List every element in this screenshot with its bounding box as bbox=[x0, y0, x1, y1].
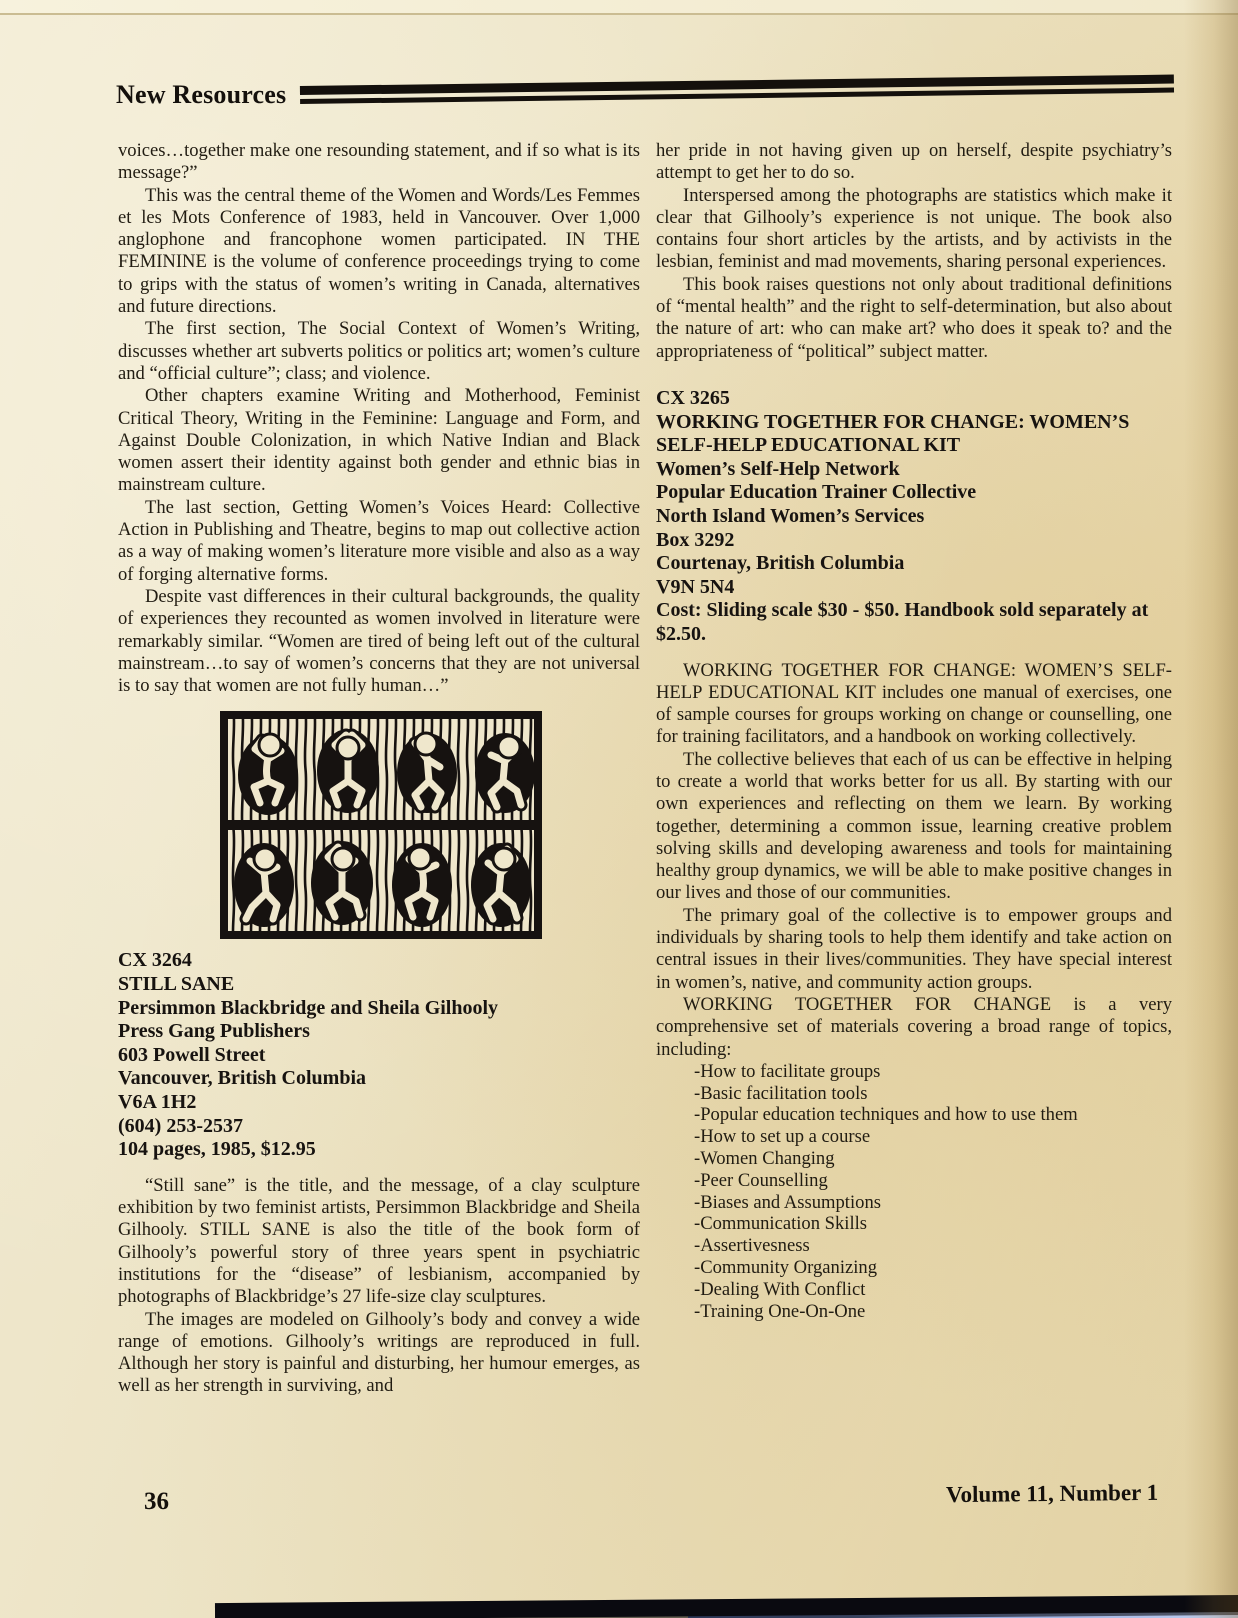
right-column bbox=[656, 140, 1172, 1398]
listing-phone: (604) 253-2537 bbox=[118, 1114, 243, 1137]
listing-postal-code: V9N 5N4 bbox=[656, 575, 735, 598]
topic-item: -Training One-On-One bbox=[694, 1300, 866, 1322]
topics-list bbox=[656, 1061, 1172, 1323]
paragraph: The primary goal of the collective is to empower groups and individuals by sharing tools to help them identify and take action on central issues in their lives/communities. They have special interest in women’s, native, and community action groups. bbox=[656, 904, 1172, 993]
left-column bbox=[118, 140, 640, 1398]
topic-item: -Women Changing bbox=[694, 1148, 835, 1170]
listing-city: Courtenay, British Columbia bbox=[656, 552, 905, 575]
topic-item: -How to set up a course bbox=[694, 1126, 871, 1148]
page-right-edge bbox=[1184, 0, 1238, 1618]
listing-code: CX 3265 bbox=[656, 386, 730, 409]
paragraph: The collective believes that each of us can be effective in helping to create a world that works better for us all. By starting with our own experiences and reflecting on them we learn. By working together, determining a common issue, learning creative problem solving skills and developing awareness and tools for maintaining healthy group dynamics, we will be able to make positive changes in our lives and those of our communities. bbox=[656, 748, 1172, 904]
listing-title: WORKING TOGETHER FOR CHANGE: WOMEN’S SELF-HELP EDUCATIONAL KIT bbox=[656, 410, 1130, 457]
listing-org-3: North Island Women’s Services bbox=[656, 504, 925, 527]
topic-item: -Peer Counselling bbox=[694, 1169, 828, 1191]
listing-city: Vancouver, British Columbia bbox=[118, 1067, 367, 1090]
listing-code: CX 3264 bbox=[118, 949, 192, 972]
listing-authors: Persimmon Blackbridge and Sheila Gilhooly bbox=[118, 996, 499, 1019]
topic-item: -Communication Skills bbox=[694, 1213, 868, 1235]
listing-postal-code: V6A 1H2 bbox=[118, 1090, 197, 1113]
section-header bbox=[116, 80, 1174, 110]
paragraph: WORKING TOGETHER FOR CHANGE is a very comprehensive set of materials covering a broad range of topics, including: bbox=[656, 993, 1172, 1060]
still-sane-woodcut-illustration bbox=[220, 711, 542, 939]
listing-title: STILL SANE bbox=[118, 973, 235, 996]
topic-item: -Community Organizing bbox=[694, 1257, 877, 1279]
listing-street: 603 Powell Street bbox=[118, 1043, 266, 1066]
topic-item: -Popular education techniques and how to use them bbox=[694, 1104, 1078, 1126]
listing-cost: Cost: Sliding scale $30 - $50. Handbook sold separately at $2.50. bbox=[656, 599, 1149, 645]
paragraph: “Still sane” is the title, and the message, of a clay sculpture exhibition by two feminist artists, Persimmon Blackbridge and Sheila Gilhooly. STILL SANE is also the title of the book form of Gilhooly’s powerful story of three years spent in psychiatric institutions for the “disease” of lesbianism, accompanied by photographs of Blackbridge’s 27 life-size clay sculptures. bbox=[118, 1174, 640, 1308]
paragraph: WORKING TOGETHER FOR CHANGE: WOMEN’S SELF-HELP EDUCATIONAL KIT includes one manual of exercises, one of sample courses for groups working on change or counselling, one for training facilitators, and a handbook on working collectively. bbox=[656, 659, 1172, 748]
paragraph: The first section, The Social Context of Women’s Writing, discusses whether art subverts politics or politics art; women’s culture and “official culture”; class; and violence. bbox=[118, 318, 640, 384]
listing-box: Box 3292 bbox=[656, 528, 735, 551]
paragraph: voices…together make one resounding statement, and if so what is its message?” bbox=[118, 140, 640, 184]
listing-details: 104 pages, 1985, $12.95 bbox=[118, 1138, 316, 1161]
listing-org-1: Women’s Self-Help Network bbox=[656, 457, 900, 480]
section-title: New Resources bbox=[116, 80, 287, 109]
page-top-edge bbox=[0, 0, 1238, 15]
two-column-body bbox=[118, 140, 1172, 1398]
paragraph: The last section, Getting Women’s Voices Heard: Collective Action in Publishing and Theatre, begins to map out collective action as a way of making women’s literature more visible and also as a way of forging alternative forms. bbox=[118, 496, 640, 585]
paragraph: Other chapters examine Writing and Motherhood, Feminist Critical Theory, Writing in the Feminine: Language and Form, and Against Double Colonization, in which Native Indian and Black women assert their identity against both gender and ethnic bias in mainstream culture. bbox=[118, 385, 640, 496]
listing-cx-3265 bbox=[656, 387, 1172, 647]
topic-item: -Assertivesness bbox=[694, 1235, 810, 1257]
page-number: 36 bbox=[144, 1488, 169, 1515]
header-rule bbox=[300, 75, 1174, 104]
paragraph: This book raises questions not only about traditional definitions of “mental health” and the right to self-determination, but also about the nature of art: who can make art? who does it speak to? and the appropriateness of “political” subject matter. bbox=[656, 273, 1172, 362]
topic-item: -Biases and Assumptions bbox=[694, 1191, 881, 1213]
paragraph: Despite vast differences in their cultural backgrounds, the quality of experiences they recounted as women involved in literature were remarkably similar. “Women are tired of being left out of the cultural mainstream…to say of women’s concerns that they are not universal is to say that women are not fully human…” bbox=[118, 585, 640, 697]
issue-label: Volume 11, Number 1 bbox=[945, 1479, 1159, 1508]
paragraph: This was the central theme of the Women and Words/Les Femmes et les Mots Conference of 1983, held in Vancouver. Over 1,000 anglophone and francophone women participated. IN THE FEMININE is the volume of conference proceedings trying to come to grips with the status of women’s writing in Canada, alternatives and future directions. bbox=[118, 184, 640, 318]
paragraph: Interspersed among the photographs are statistics which make it clear that Gilhooly’s experience is not unique. The book also contains four short articles by the artists, and by activists in the lesbian, feminist and mad movements, sharing personal experiences. bbox=[656, 184, 1172, 273]
paragraph: The images are modeled on Gilhooly’s body and convey a wide range of emotions. Gilhooly’s writings are reproduced in full. Although her story is painful and disturbing, her humour emerges, as well as her strength in surviving, and bbox=[118, 1308, 640, 1397]
listing-org-2: Popular Education Trainer Collective bbox=[656, 481, 977, 504]
topic-item: -Dealing With Conflict bbox=[694, 1278, 866, 1300]
listing-publisher: Press Gang Publishers bbox=[118, 1020, 310, 1043]
topic-item: -How to facilitate groups bbox=[694, 1060, 881, 1082]
listing-cx-3264 bbox=[118, 949, 640, 1161]
paragraph: her pride in not having given up on herself, despite psychiatry’s attempt to get her to do so. bbox=[656, 140, 1172, 184]
topic-item: -Basic facilitation tools bbox=[694, 1082, 868, 1104]
